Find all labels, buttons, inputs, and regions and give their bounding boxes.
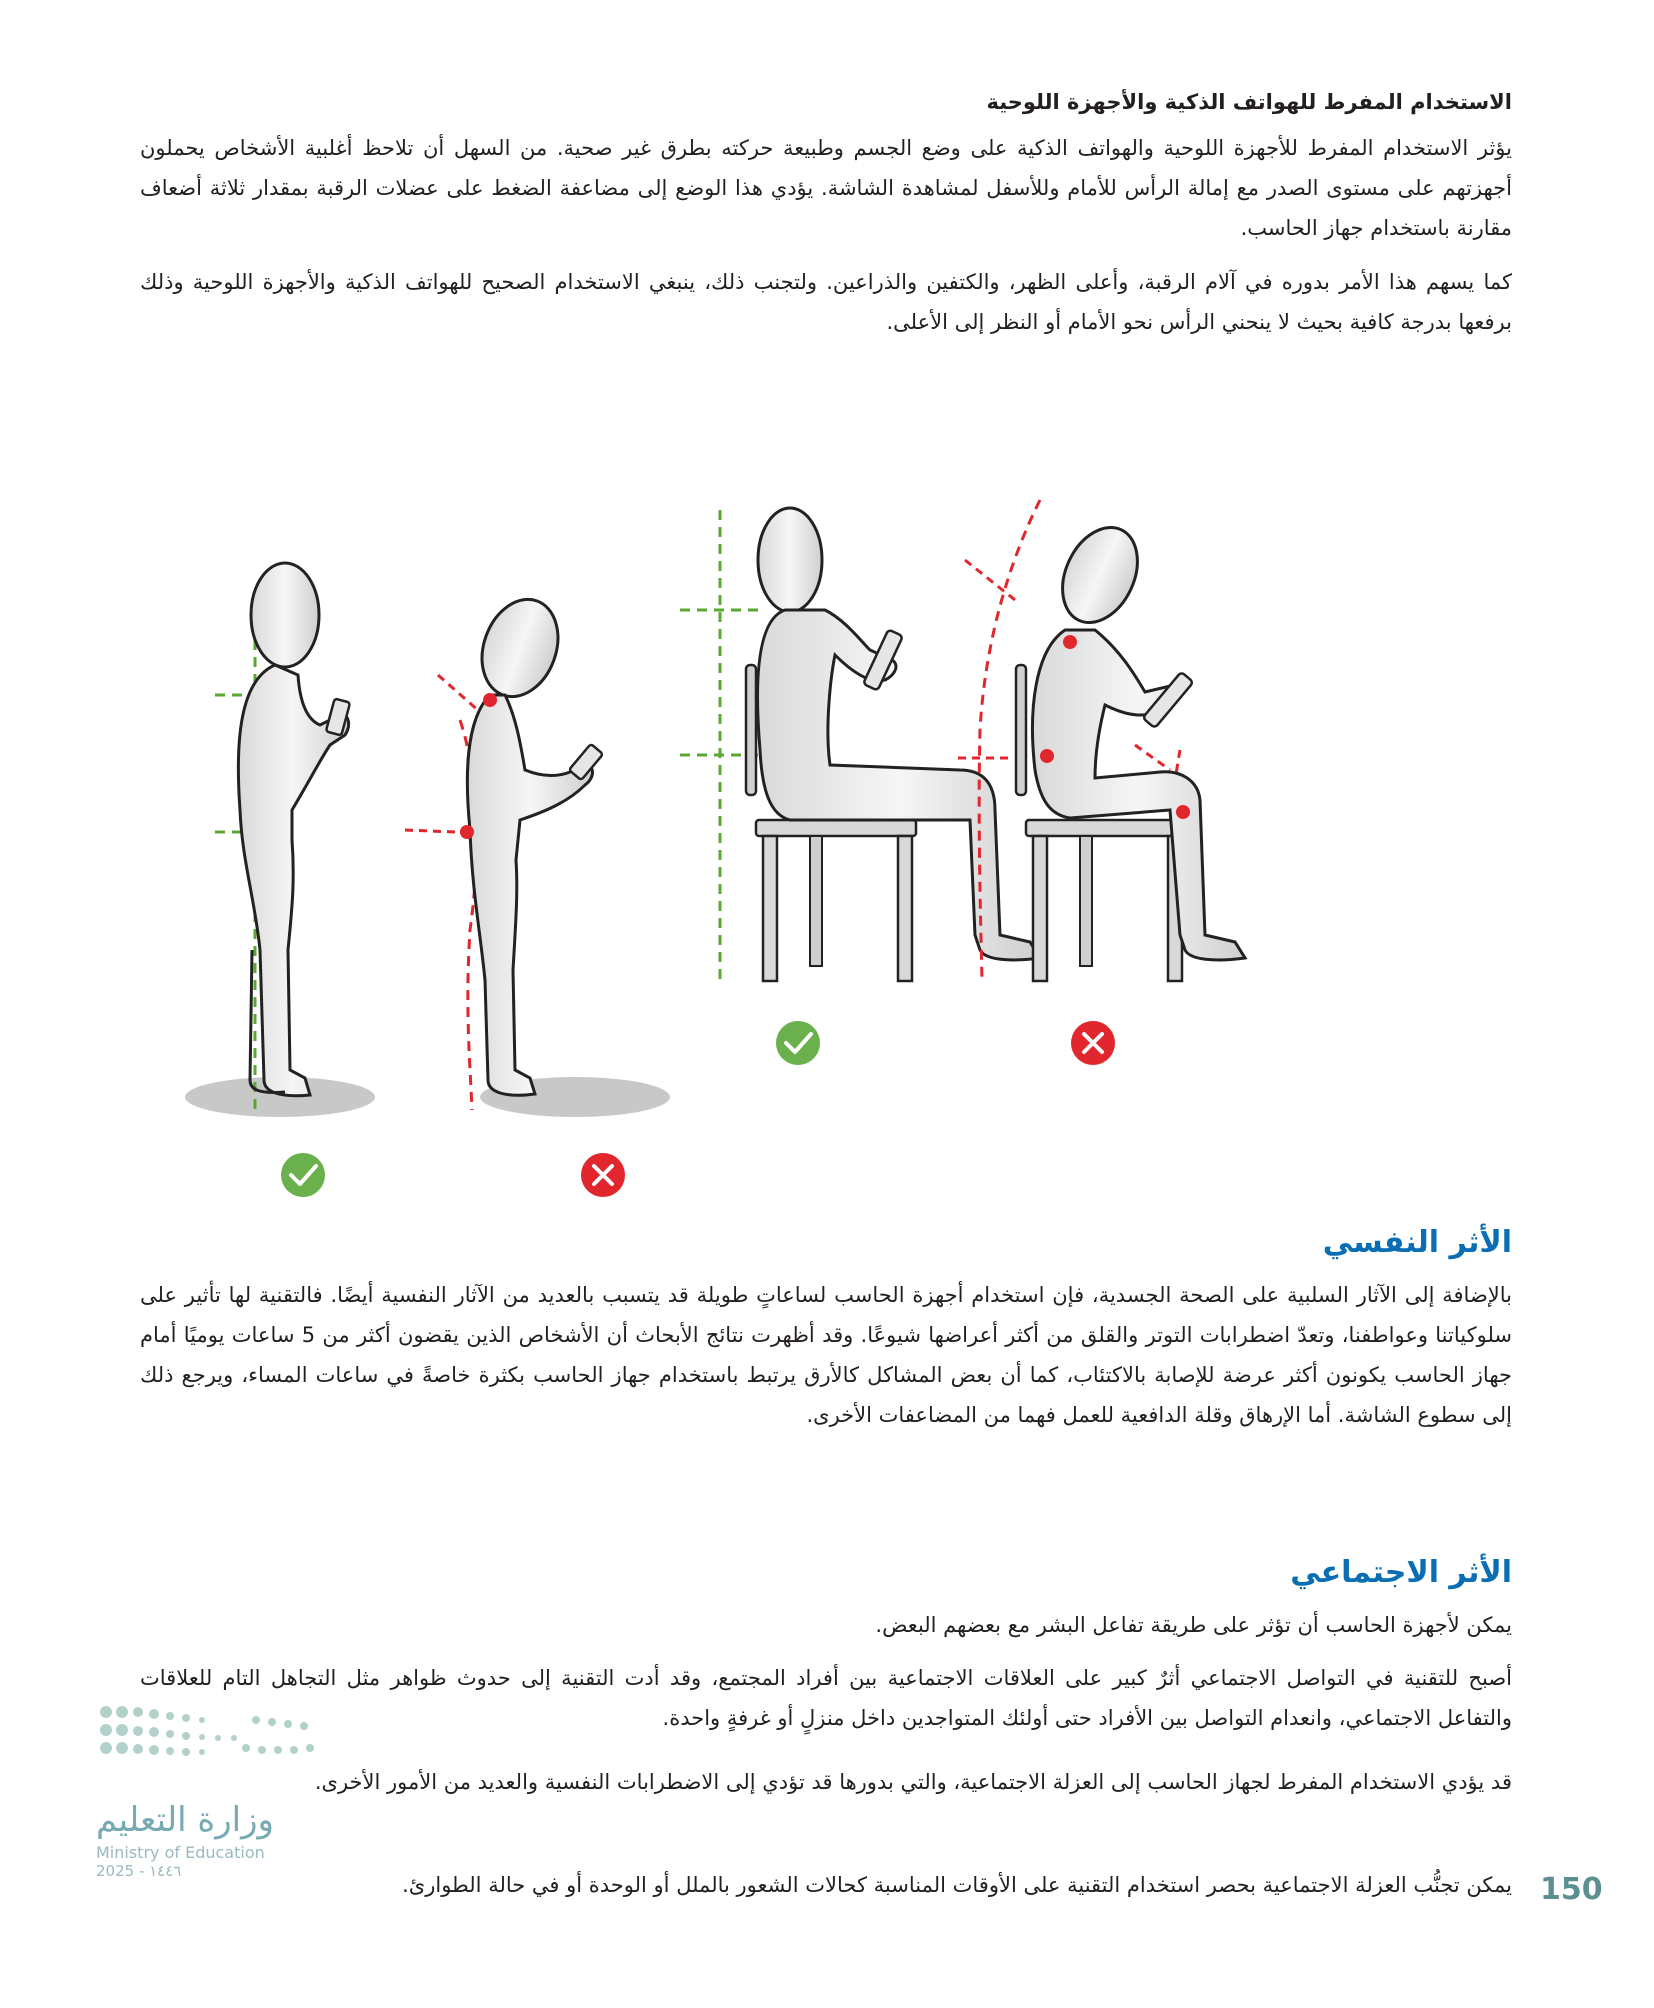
page-number: 150	[1540, 1872, 1603, 1907]
check-icon	[776, 1021, 820, 1065]
standing-correct-figure	[185, 563, 375, 1117]
cross-icon	[1071, 1021, 1115, 1065]
posture-illustration	[180, 480, 1560, 1220]
paragraph-social-1: يمكن لأجهزة الحاسب أن تؤثر على طريقة تفاعل البشر مع بعضهم البعض.	[875, 1613, 1512, 1637]
check-icon	[281, 1153, 325, 1197]
paragraph-psychological: بالإضافة إلى الآثار السلبية على الصحة الجسدية، فإن استخدام أجهزة الحاسب لساعاتٍ طويلة قد يتسبب بالعديد من الآثار النفسية أيضًا. فالتقنية لها تأثير على سلوكياتنا وعواطفنا، وتعدّ اضطرابات التوتر والقلق من أكثر أعراضها شيوعًا. وقد أظهرت نتائج الأبحاث أن الأشخاص الذين يقضون أكثر من 5 ساعات يوميًا أمام جهاز الحاسب يكونون أكثر عرضة للإصابة بالاكتئاب، كما أن بعض المشاكل كالأرق يرتبط باستخدام جهاز الحاسب بكثرة خاصةً في ساعات المساء، ويرجع ذلك إلى سطوع الشاشة. أما الإرهاق وقلة الدافعية للعمل فهما من المضاعفات الأخرى.	[140, 1283, 1512, 1427]
paragraph-excessive-use-2: كما يسهم هذا الأمر بدوره في آلام الرقبة، وأعلى الظهر، والكتفين والذراعين. ولتجنب ذلك، ينبغي الاستخدام الصحيح للهواتف الذكية والأجهزة اللوحية وذلك برفعها بدرجة كافية بحيث لا ينحني الرأس نحو الأمام أو النظر إلى الأعلى.	[140, 270, 1512, 334]
paragraph-social-3: قد يؤدي الاستخدام المفرط لجهاز الحاسب إلى العزلة الاجتماعية، والتي بدورها قد تؤدي إلى الاضطرابات النفسية والعديد من الأمور الأخرى.	[314, 1770, 1512, 1794]
ministry-name-arabic: وزارة التعليم	[96, 1800, 274, 1840]
paragraph-social-4: يمكن تجنُّب العزلة الاجتماعية بحصر استخدام التقنية على الأوقات المناسبة كحالات الشعور بالملل أو الوحدة أو في حالة الطوارئ.	[402, 1873, 1512, 1897]
paragraph-excessive-use-1: يؤثر الاستخدام المفرط للأجهزة اللوحية والهواتف الذكية على وضع الجسم وطبيعة حركته بطرق غير صحية. من السهل أن تلاحظ أغلبية الأشخاص يحملون أجهزتهم على مستوى الصدر مع إمالة الرأس للأمام وللأسفل لمشاهدة الشاشة. يؤدي هذا الوضع إلى مضاعفة الضغط على عضلات الرقبة بمقدار ثلاثة أضعاف مقارنة باستخدام جهاز الحاسب.	[140, 136, 1512, 240]
sitting-correct-figure	[680, 508, 1040, 981]
paragraph-social-2: أصبح للتقنية في التواصل الاجتماعي أثرٌ كبير على العلاقات الاجتماعية بين أفراد المجتمع، وقد أدت التقنية إلى حدوث ظواهر مثل التجاهل التام للعلاقات والتفاعل الاجتماعي، وانعدام التواصل بين الأفراد حتى أولئك المتواجدين داخل منزلٍ أو غرفةٍ واحدة.	[140, 1666, 1512, 1730]
sitting-wrong-figure	[958, 500, 1245, 981]
cross-icon	[581, 1153, 625, 1197]
standing-wrong-figure	[405, 589, 670, 1117]
ministry-year: 2025 - ١٤٤٦	[96, 1862, 182, 1880]
ministry-name-english: Ministry of Education	[96, 1843, 265, 1862]
section-heading-social: الأثر الاجتماعي	[1290, 1555, 1512, 1590]
section-heading-excessive-use: الاستخدام المفرط للهواتف الذكية والأجهزة اللوحية	[986, 90, 1512, 114]
section-heading-psychological: الأثر النفسي	[1322, 1225, 1512, 1260]
